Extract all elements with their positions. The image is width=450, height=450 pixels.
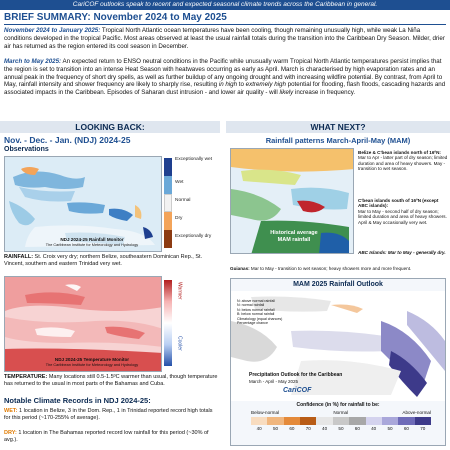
south-text: Mar to May - second half of dry season; limited duration and area of heavy showers. April & May occasionally very wet. bbox=[358, 208, 447, 225]
confidence-swatch-row bbox=[251, 417, 431, 425]
mam-tail: potential for flooding, flash floods, cascading hazards and associated impacts in the Caribbean. Episodes of Saharan dust intrusion - and lower air quality - will bbox=[4, 81, 446, 97]
rainfall-monitor-map bbox=[4, 156, 162, 252]
guianas-note bbox=[230, 266, 446, 271]
temp-map-caption: NDJ 2024-25 Temperature Monitor bbox=[54, 357, 130, 362]
records-title: Notable Climate Records in NDJ 2024-25: bbox=[4, 396, 151, 405]
record-dry bbox=[4, 430, 220, 443]
mam-body: An expected return to ENSO neutral conditions in the Pacific while unusually warm Tropical North Atlantic temperatures persist implies that the region is set to transition into an intense Heat Season with heatwaves occurring as early as April. March is characterised by high evaporation rates and an annual peak in the frequency of short dry spells, as well as further buildup of any ongoing drought and with increasing wildfire potential. By contrast, from April to May, rainfall intensity and shower frequency are likely to sharply rise, resulting bbox=[4, 58, 443, 89]
title-divider bbox=[4, 24, 446, 25]
conf-num: 50 bbox=[272, 426, 279, 431]
legend-cooler: Cooler bbox=[176, 336, 183, 351]
temperature-lead: TEMPERATURE: bbox=[4, 374, 48, 380]
conf-num: 60 bbox=[403, 426, 409, 431]
rainfall-outlook-panel bbox=[230, 278, 446, 446]
confidence-category-row bbox=[251, 410, 431, 415]
rain-map-credit: The Caribbean Institute for Meteorology and Hydrology bbox=[45, 243, 139, 247]
cat-below: Below-normal bbox=[251, 410, 280, 415]
historical-rainfall-map bbox=[230, 148, 354, 254]
legend-normal: Normal bbox=[175, 198, 191, 203]
mam-italic-likely: likely bbox=[279, 89, 294, 97]
summary-title: BRIEF SUMMARY: November 2024 to May 2025 bbox=[4, 12, 227, 23]
belize-north-note bbox=[358, 150, 448, 172]
record-wet-text: 1 location in Belize, 3 in the Dom. Rep., 1 in Trinidad reported record high totals for this period (~170-255% of average). bbox=[4, 408, 213, 421]
abc-note: ABC Islands: Mar to May - generally dry. bbox=[358, 250, 446, 255]
confidence-title: Confidence (in %) for rainfall to be: bbox=[296, 402, 380, 408]
key-item: N: below normal rainfall bbox=[237, 307, 275, 312]
legend-exceptionally-wet: Exceptionally wet bbox=[175, 157, 213, 162]
patterns-title: Rainfall patterns March-April-May (MAM) bbox=[265, 136, 411, 145]
key-item: N: above normal rainfall bbox=[237, 299, 275, 303]
summary-paragraph-2 bbox=[4, 58, 446, 97]
caricof-logo: CariCOF bbox=[283, 387, 312, 394]
belize-head: Belize & C'bean islands north of 16ºN: bbox=[358, 150, 441, 155]
temp-map-credit: The Caribbean Institute for Meteorology and Hydrology bbox=[45, 363, 139, 367]
temperature-legend-bar bbox=[164, 280, 172, 366]
conf-num: 60 bbox=[354, 426, 360, 431]
conf-num: 40 bbox=[322, 426, 328, 431]
temperature-observation bbox=[4, 374, 220, 387]
period-title: Nov. - Dec. - Jan. (NDJ) 2024-25 bbox=[4, 135, 131, 145]
looking-back-header: LOOKING BACK: bbox=[0, 121, 220, 133]
belize-text: Mar to Apr - latter part of dry season; limited duration and area of heavy showers. May - transition to wet season. bbox=[358, 155, 448, 172]
confidence-number-row bbox=[251, 426, 431, 431]
south-islands-note bbox=[358, 198, 448, 225]
cat-normal: Normal bbox=[333, 410, 349, 415]
temperature-monitor-map bbox=[4, 276, 162, 372]
conf-num: 60 bbox=[289, 426, 295, 431]
key-item: Percentage chance bbox=[237, 321, 268, 326]
south-head: C'bean islands south of 16ºN (except ABC islands): bbox=[358, 198, 439, 209]
conf-num: 70 bbox=[420, 426, 426, 431]
cat-above: Above-normal bbox=[402, 410, 431, 415]
record-dry-text: 1 location in The Bahamas reported record low rainfall for this period (~30% of avg.). bbox=[4, 430, 209, 443]
legend-dry: Dry bbox=[175, 216, 183, 221]
guianas-text: Mar to May - transition to wet season; heavy showers more and more frequent. bbox=[249, 266, 412, 271]
outlook-caption: Precipitation Outlook for the Caribbean bbox=[249, 372, 343, 378]
observations-label: Observations bbox=[4, 146, 49, 153]
record-wet-tag: WET: bbox=[4, 408, 18, 414]
mam-end: increase in frequency. bbox=[293, 89, 356, 97]
mam-mid: to bbox=[237, 81, 246, 89]
conf-num: 70 bbox=[305, 426, 311, 431]
rainfall-observation bbox=[4, 254, 220, 267]
legend-wet: Wet bbox=[175, 180, 184, 185]
mam-italic-extreme: extremely high bbox=[245, 81, 286, 89]
record-dry-tag: DRY: bbox=[4, 430, 17, 436]
summary-paragraph-1 bbox=[4, 27, 446, 50]
hist-caption-2: MAM rainfall bbox=[277, 237, 311, 243]
outlook-key-box bbox=[237, 299, 297, 325]
rainfall-lead: RAINFALL: bbox=[4, 254, 34, 260]
legend-warmer: Warmer bbox=[176, 282, 183, 300]
legend-exceptionally-dry: Exceptionally dry bbox=[175, 234, 212, 239]
outlook-subcaption: March - April - May 2025 bbox=[249, 379, 299, 384]
key-item: N: normal rainfall bbox=[237, 303, 265, 308]
record-wet bbox=[4, 408, 220, 421]
mam-italic-high: in high bbox=[218, 81, 238, 89]
what-next-header: WHAT NEXT? bbox=[226, 121, 450, 133]
rainfall-text: St. Croix very dry; northern Belize, southeastern Dominican Rep., St. Vincent, southern and eastern Trinidad very wet. bbox=[4, 254, 203, 267]
hist-caption-1: Historical average bbox=[270, 230, 318, 236]
key-item: Climatology (equal chances) bbox=[237, 316, 283, 321]
conf-num: 50 bbox=[338, 426, 344, 431]
mam-lead: March to May 2025: bbox=[4, 58, 62, 65]
ndj-body: Tropical North Atlantic ocean temperatures have been cooling, though remaining unusually high, while weak La Niña conditions developed in the tropical Pacific. Most areas observed at least the usual rainfall totals during the transition into the Caribbean Dry Season. Milder, drier air has returned as the region entered its cool season in December. bbox=[4, 27, 445, 50]
rain-map-caption: NDJ 2024-25 Rainfall Monitor bbox=[60, 237, 124, 242]
conf-num: 40 bbox=[256, 426, 262, 431]
temperature-text: Many locations still 0.5-1.5ºC warmer than usual, though temperature has returned to the usual in most parts of the Bahamas and Cuba. bbox=[4, 374, 218, 387]
top-banner: CariCOF outlooks speak to recent and expected seasonal climate trends across the Caribbean in general. bbox=[0, 0, 450, 10]
conf-num: 40 bbox=[371, 426, 377, 431]
conf-num: 50 bbox=[387, 426, 393, 431]
guianas-lead: Guianas: bbox=[230, 266, 250, 271]
ndj-lead: November 2024 to January 2025: bbox=[4, 27, 101, 34]
key-item: B: below normal rainfall bbox=[237, 312, 275, 317]
outlook-title: MAM 2025 Rainfall Outlook bbox=[293, 281, 383, 288]
rainfall-legend-bar bbox=[164, 158, 172, 248]
